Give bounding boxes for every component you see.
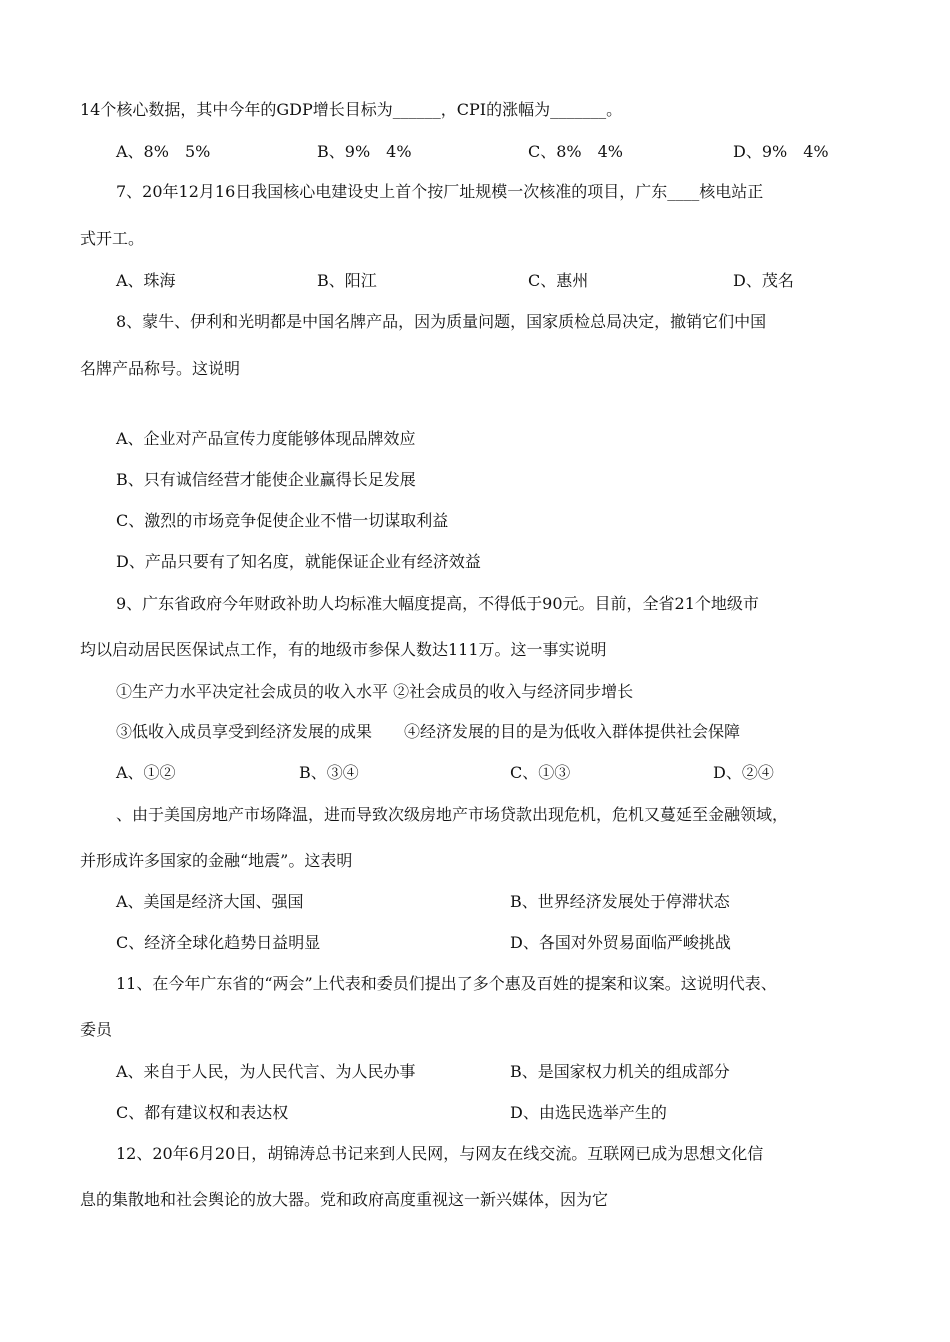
q12-stem-line1: 12、20年6月20日，胡锦涛总书记来到人民网，与网友在线交流。互联网已成为思想文化信 <box>116 1144 764 1163</box>
q6-option-a: A、8% 5% <box>116 142 211 161</box>
q11-option-c: C、都有建议权和表达权 <box>116 1103 289 1122</box>
q8-stem-line1: 8、蒙牛、伊利和光明都是中国名牌产品，因为质量问题，国家质检总局决定，撤销它们中国 <box>116 312 767 331</box>
q11-option-a: A、来自于人民，为人民代言、为人民办事 <box>116 1062 416 1081</box>
q11-option-d: D、由选民选举产生的 <box>510 1103 667 1122</box>
q10-option-d: D、各国对外贸易面临严峻挑战 <box>510 933 731 952</box>
q7-option-b: B、阳江 <box>317 271 377 290</box>
q7-option-c: C、惠州 <box>528 271 589 290</box>
q9-stem-line2: 均以启动居民医保试点工作，有的地级市参保人数达111万。这一事实说明 <box>80 640 607 659</box>
q9-option-c: C、①③ <box>510 763 571 782</box>
q10-options-row1 <box>0 891 950 913</box>
q11-stem-line2: 委员 <box>80 1020 113 1039</box>
q7-option-d: D、茂名 <box>733 271 794 290</box>
q10-option-b: B、世界经济发展处于停滞状态 <box>510 892 730 911</box>
q9-options <box>0 762 950 784</box>
q6-option-d: D、9% 4% <box>733 142 829 161</box>
q6-option-b: B、9% 4% <box>317 142 412 161</box>
q8-option-d: D、产品只要有了知名度，就能保证企业有经济效益 <box>116 552 481 571</box>
q10-stem-line1: 、由于美国房地产市场降温，进而导致次级房地产市场贷款出现危机，危机又蔓延至金融领域， <box>116 805 789 824</box>
q9-option-a: A、①② <box>116 763 176 782</box>
q8-option-a: A、企业对产品宣传力度能够体现品牌效应 <box>116 429 416 448</box>
q9-option-d: D、②④ <box>713 763 774 782</box>
q10-options-row2 <box>0 932 950 954</box>
q7-stem-line2: 式开工。 <box>80 229 145 248</box>
q9-statements-line2: ③低收入成员享受到经济发展的成果 ④经济发展的目的是为低收入群体提供社会保障 <box>116 722 741 741</box>
q6-stem-continued: 14个核心数据，其中今年的GDP增长目标为______，CPI的涨幅为_______。 <box>80 100 623 119</box>
q11-options-row2 <box>0 1102 950 1124</box>
q9-option-b: B、③④ <box>299 763 359 782</box>
q11-options-row1 <box>0 1061 950 1083</box>
q10-option-a: A、美国是经济大国、强国 <box>116 892 304 911</box>
q8-option-b: B、只有诚信经营才能使企业赢得长足发展 <box>116 470 416 489</box>
q10-stem-line2: 并形成许多国家的金融“地震”。这表明 <box>80 851 353 870</box>
q8-stem-line2: 名牌产品称号。这说明 <box>80 359 241 378</box>
q11-option-b: B、是国家权力机关的组成部分 <box>510 1062 730 1081</box>
q8-option-c: C、激烈的市场竞争促使企业不惜一切谋取利益 <box>116 511 449 530</box>
q11-stem-line1: 11、在今年广东省的“两会”上代表和委员们提出了多个惠及百姓的提案和议案。这说明代表、 <box>116 974 777 993</box>
q9-statements-line1: ①生产力水平决定社会成员的收入水平 ②社会成员的收入与经济同步增长 <box>116 682 634 701</box>
q7-option-a: A、珠海 <box>116 271 176 290</box>
q7-options <box>0 270 950 292</box>
q7-stem-line1: 7、20年12月16日我国核心电建设史上首个按厂址规模一次核准的项目，广东____核电站正 <box>116 182 764 201</box>
q10-option-c: C、经济全球化趋势日益明显 <box>116 933 321 952</box>
q6-option-c: C、8% 4% <box>528 142 624 161</box>
q9-stem-line1: 9、广东省政府今年财政补助人均标准大幅度提高，不得低于90元。目前，全省21个地级市 <box>116 594 759 613</box>
q12-stem-line2: 息的集散地和社会舆论的放大器。党和政府高度重视这一新兴媒体，因为它 <box>80 1190 609 1209</box>
q6-options <box>0 141 950 163</box>
